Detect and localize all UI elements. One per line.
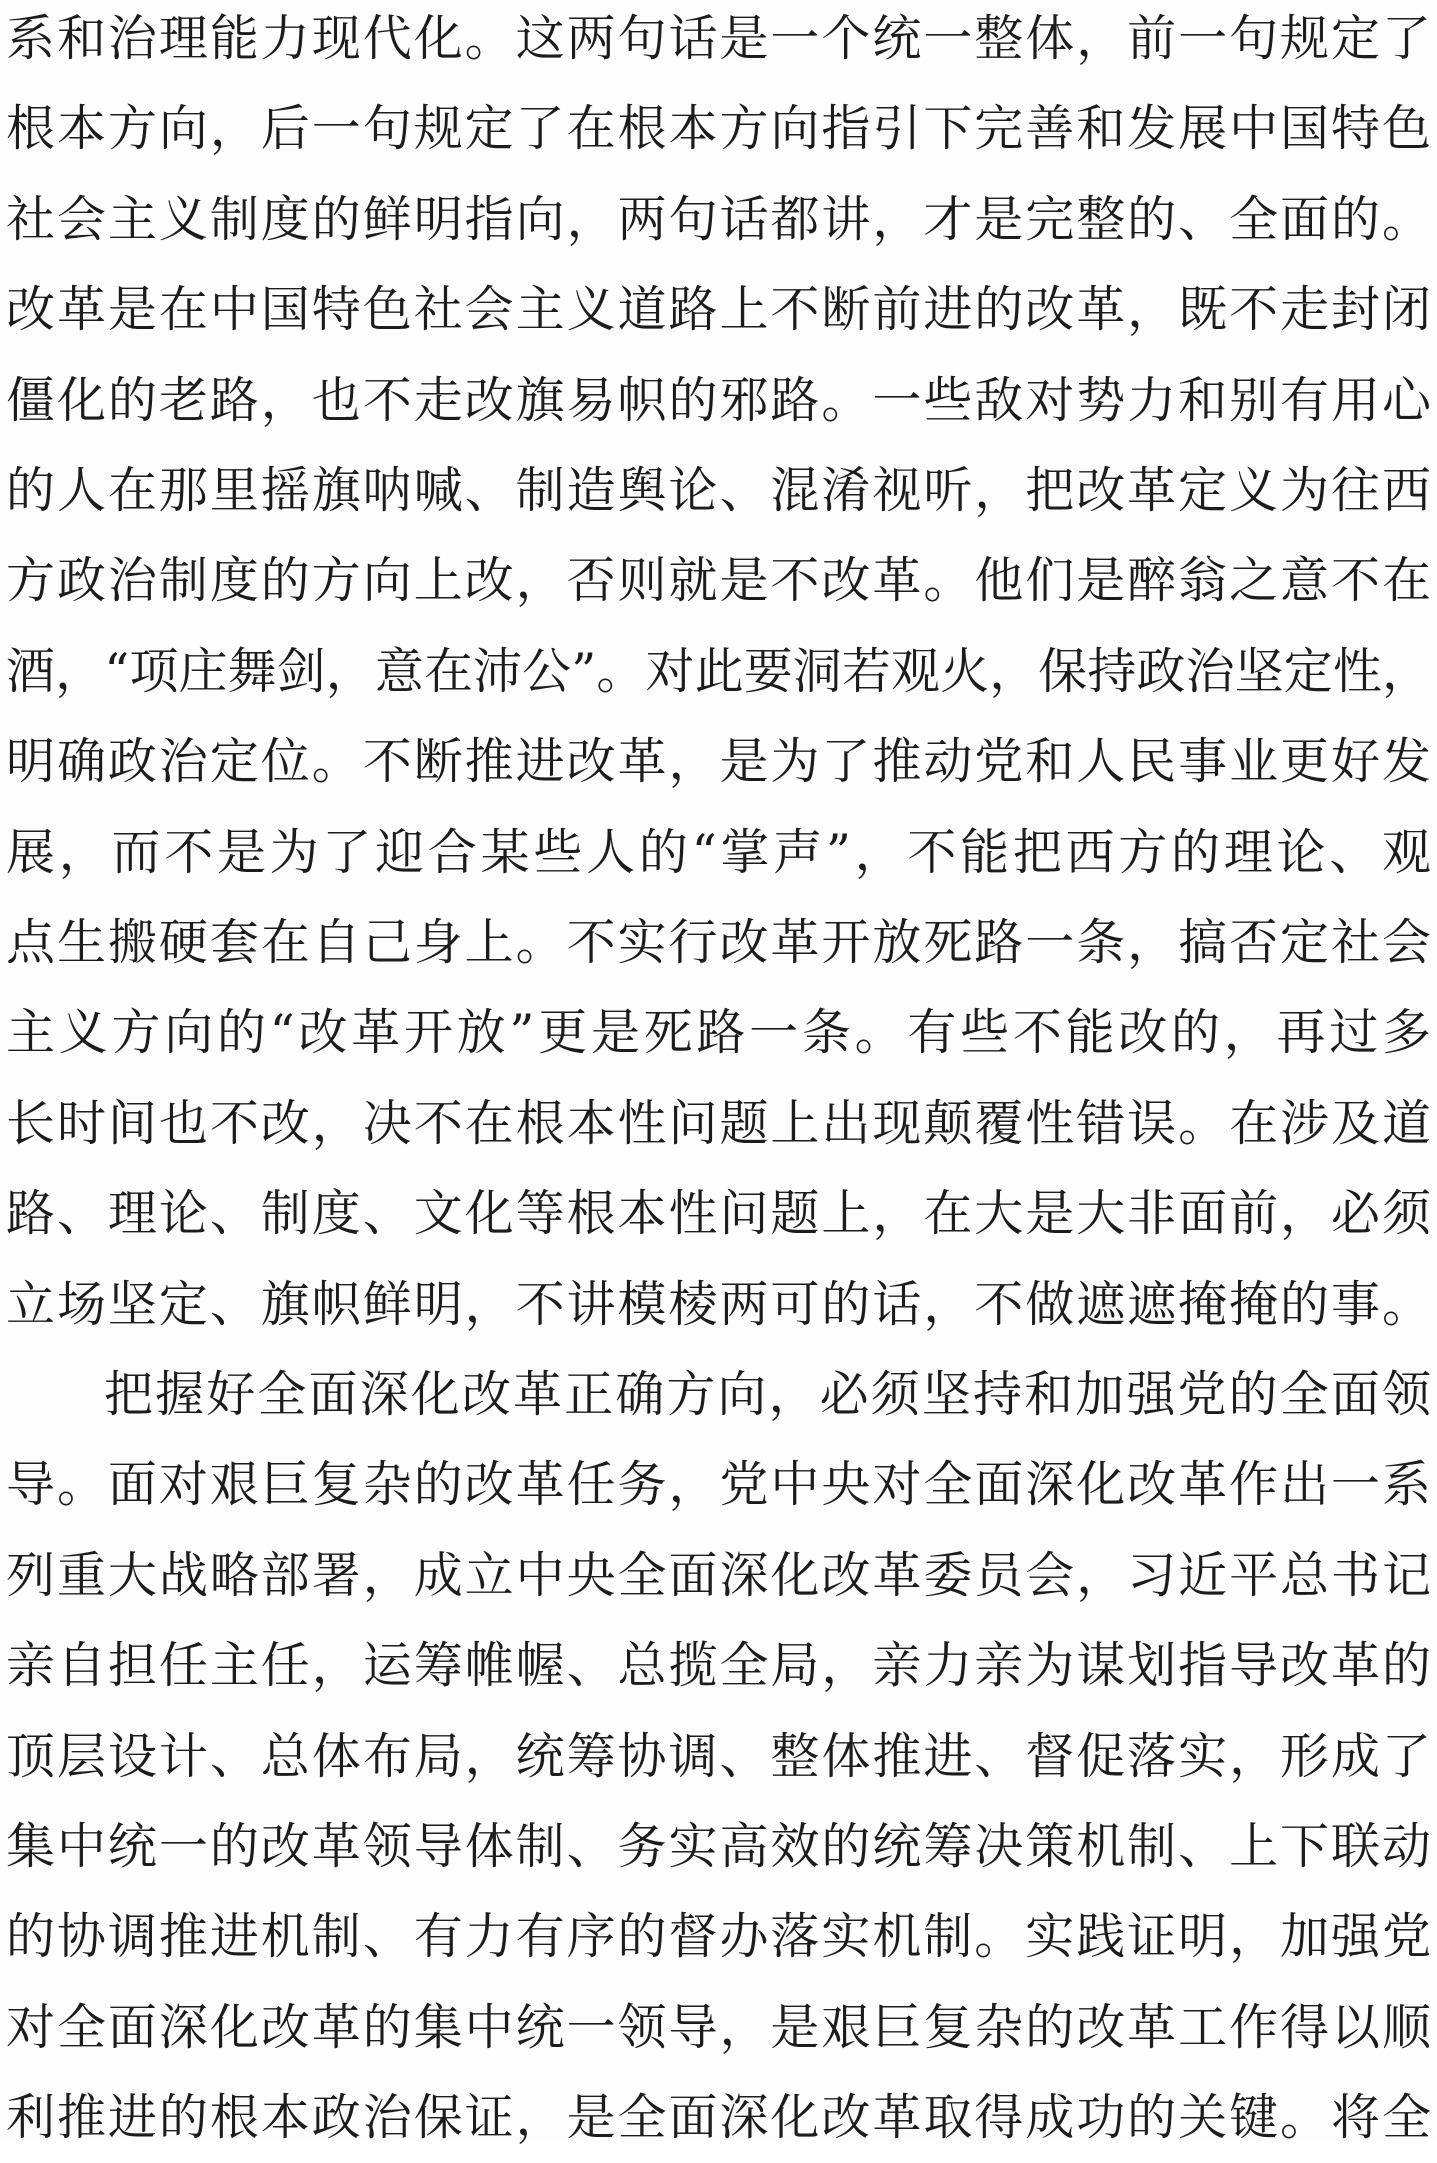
text-line: 主义方向的“改革开放”更是死路一条。有些不能改的，再过多 — [6, 1004, 1431, 1062]
text-line: 的人在那里摇旗呐喊、制造舆论、混淆视听，把改革定义为往西 — [6, 462, 1431, 519]
text-line: 列重大战略部署，成立中央全面深化改革委员会，习近平总书记 — [6, 1546, 1431, 1604]
text-line: 利推进的根本政治保证，是全面深化改革取得成功的关键。将全 — [6, 2089, 1431, 2147]
text-line: 立场坚定、旗帜鲜明，不讲模棱两可的话，不做遮遮掩掩的事。 — [6, 1275, 1431, 1333]
text-line: 系和治理能力现代化。这两句话是一个统一整体，前一句规定了 — [6, 10, 1431, 67]
text-line: 长时间也不改，决不在根本性问题上出现颠覆性错误。在涉及道 — [6, 1094, 1431, 1152]
text-line: 路、理论、制度、文化等根本性问题上，在大是大非面前，必须 — [6, 1185, 1431, 1243]
text-line: 把握好全面深化改革正确方向，必须坚持和加强党的全面领 — [104, 1366, 1431, 1423]
text-line: 展，而不是为了迎合某些人的“掌声”，不能把西方的理论、观 — [6, 823, 1431, 881]
text-line: 方政治制度的方向上改，否则就是不改革。他们是醉翁之意不在 — [6, 552, 1431, 610]
text-line: 明确政治定位。不断推进改革，是为了推动党和人民事业更好发 — [6, 733, 1431, 791]
text-line: 社会主义制度的鲜明指向，两句话都讲，才是完整的、全面的。 — [6, 190, 1431, 248]
text-line: 导。面对艰巨复杂的改革任务，党中央对全面深化改革作出一系 — [6, 1456, 1431, 1514]
text-line: 僵化的老路，也不走改旗易帜的邪路。一些敌对势力和别有用心 — [6, 371, 1431, 429]
text-line: 酒，“项庄舞剑，意在沛公”。对此要洞若观火，保持政治坚定性， — [6, 642, 1431, 700]
text-line: 亲自担任主任，运筹帷幄、总揽全局，亲力亲为谋划指导改革的 — [6, 1637, 1431, 1695]
text-line: 改革是在中国特色社会主义道路上不断前进的改革，既不走封闭 — [6, 281, 1431, 339]
text-line: 对全面深化改革的集中统一领导，是艰巨复杂的改革工作得以顺 — [6, 1998, 1431, 2056]
text-line: 集中统一的改革领导体制、务实高效的统筹决策机制、上下联动 — [6, 1818, 1431, 1875]
text-line: 根本方向，后一句规定了在根本方向指引下完善和发展中国特色 — [6, 100, 1431, 158]
text-line: 点生搬硬套在自己身上。不实行改革开放死路一条，搞否定社会 — [6, 914, 1431, 971]
text-line: 顶层设计、总体布局，统筹协调、整体推进、督促落实，形成了 — [6, 1727, 1431, 1785]
text-line: 的协调推进机制、有力有序的督办落实机制。实践证明，加强党 — [6, 1908, 1431, 1966]
